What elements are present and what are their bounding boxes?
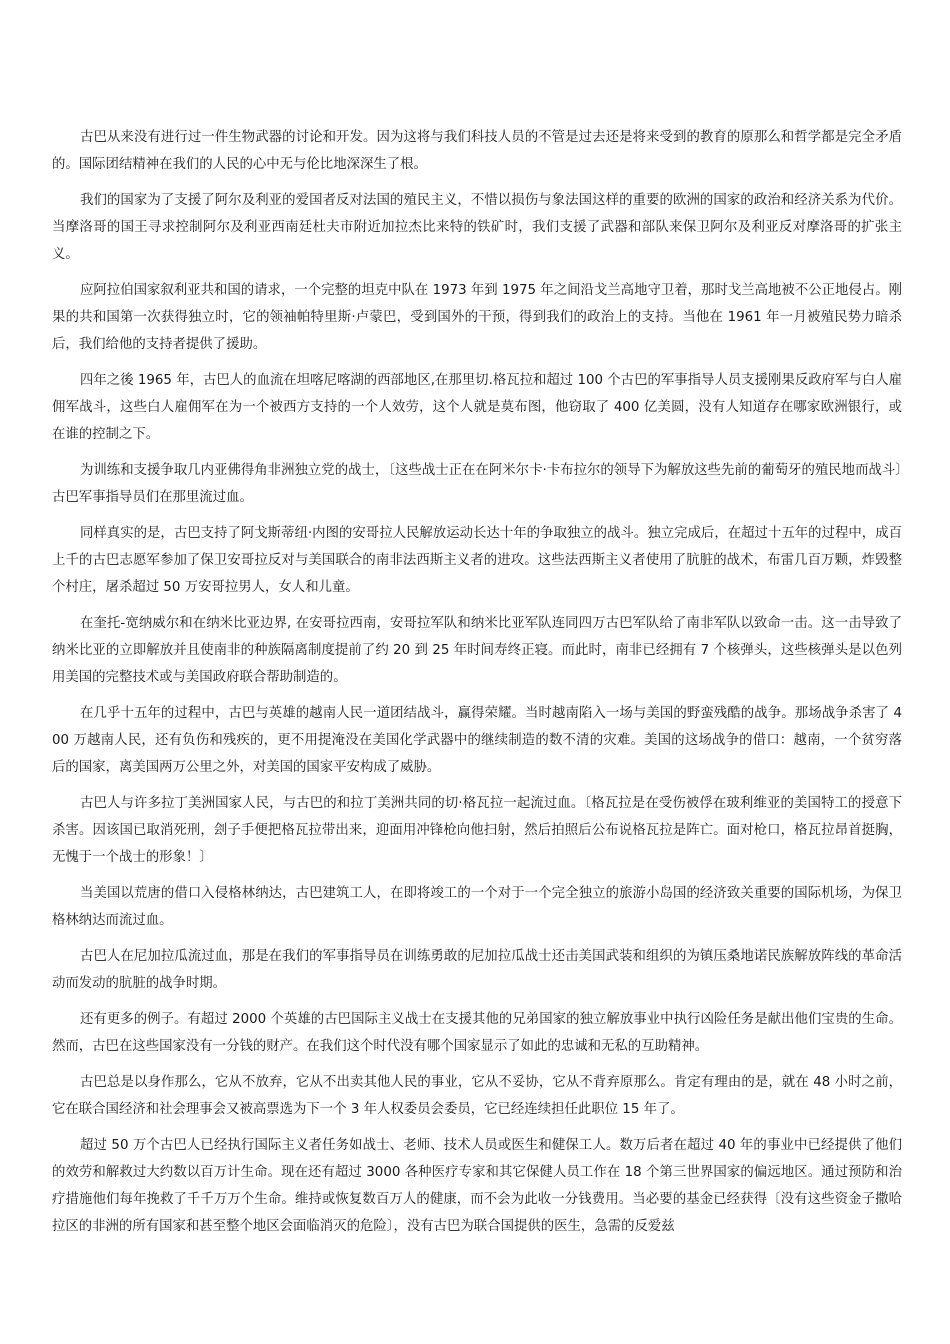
paragraph: 同样真实的是，古巴支持了阿戈斯蒂纽·内图的安哥拉人民解放运动长达十年的争取独立的战斗。独立完成后，在超过十五年的过程中，成百上千的古巴志愿军参加了保卫安哥拉反对与美国联合的南非法西斯主义者的进攻。这些法西斯主义者使用了肮脏的战术，布雷几百万颗，炸毁整个村庄，屠杀超过 50 万安哥拉男人，女人和儿童。 (52, 526, 902, 595)
paragraph: 超过 50 万个古巴人已经执行国际主义者任务如战士、老师、技术人员或医生和健保工人。数万后者在超过 40 年的事业中已经提供了他们的效劳和解救过大约数以百万计生命。现在还有超过 3000 各种医疗专家和其它保健人员工作在 18 个第三世界国家的偏远地区。通过预防和治疗措施他们每年挽救了千千万万个生命。维持或恢复数百万人的健康，而不会为此收一分钱费用。当必要的基金已经获得〔没有这些资金子撒哈拉区的非洲的所有国家和甚至整个地区会面临消灭的危险〕，没有古巴为联合国提供的医生，急需的反爱兹 (52, 1138, 902, 1234)
paragraph: 我们的国家为了支援了阿尔及利亚的爱国者反对法国的殖民主义，不惜以损伤与象法国这样的重要的欧洲的国家的政治和经济关系为代价。当摩洛哥的国王寻求控制阿尔及利亚西南廷杜夫市附近加拉杰比来特的铁矿时，我们支援了武器和部队来保卫阿尔及利亚反对摩洛哥的扩张主义。 (52, 193, 902, 262)
paragraph: 当美国以荒唐的借口入侵格林纳达，古巴建筑工人，在即将竣工的一个对于一个完全独立的旅游小岛国的经济致关重要的国际机场，为保卫格林纳达而流过血。 (52, 886, 902, 928)
paragraph: 古巴人与许多拉丁美洲国家人民，与古巴的和拉丁美洲共同的切·格瓦拉一起流过血。〔格瓦拉是在受伤被俘在玻利维亚的美国特工的授意下杀害。因该国已取消死刑，刽子手便把格瓦拉带出来，迎面用冲锋枪向他扫射，然后拍照后公布说格瓦拉是阵亡。面对枪口，格瓦拉昂首挺胸，无愧于一个战士的形象！〕 (52, 796, 902, 865)
paragraph: 为训练和支援争取几内亚佛得角非洲独立党的战士，〔这些战士正在在阿米尔卡·卡布拉尔的领导下为解放这些先前的葡萄牙的殖民地而战斗〕古巴军事指导员们在那里流过血。 (52, 463, 902, 505)
paragraph: 在几乎十五年的过程中，古巴与英雄的越南人民一道团结战斗，赢得荣耀。当时越南陷入一场与美国的野蛮残酷的战争。那场战争杀害了 400 万越南人民，还有负伤和残疾的，更不用提淹没在美国化学武器中的继续制造的数不清的灾难。美国的这场战争的借口：越南，一个贫穷落后的国家，离美国两万公里之外，对美国的国家平安构成了威胁。 (52, 706, 902, 775)
paragraph: 古巴总是以身作那么，它从不放弃，它从不出卖其他人民的事业，它从不妥协，它从不背弃原那么。肯定有理由的是，就在 48 小时之前，它在联合国经济和社会理事会又被高票选为下一个 3 年人权委员会委员，它已经连续担任此职位 15 年了。 (52, 1075, 902, 1117)
paragraph: 四年之後 1965 年，古巴人的血流在坦喀尼喀湖的西部地区,在那里切.格瓦拉和超过 100 个古巴的军事指导人员支援刚果反政府军与白人雇佣军战斗，这些白人雇佣军在为一个被西方支持的一个人效劳，这个人就是莫布图，他窃取了 400 亿美圆，没有人知道存在哪家欧洲银行，或在谁的控制之下。 (52, 373, 902, 442)
paragraph: 在奎托-宽纳威尔和在纳米比亚边界, 在安哥拉西南，安哥拉军队和纳米比亚军队连同四万古巴军队给了南非军队以致命一击。这一击导致了纳米比亚的立即解放并且使南非的种族隔离制度提前了约 20 到 25 年时间寿终正寝。而此时，南非已经拥有 7 个核弹头，这些核弹头是以色列用美国的完整技术或与美国政府联合帮助制造的。 (52, 616, 902, 685)
document-page (52, 124, 902, 1249)
paragraph: 还有更多的例子。有超过 2000 个英雄的古巴国际主义战士在支援其他的兄弟国家的独立解放事业中执行凶险任务是献出他们宝贵的生命。然而，古巴在这些国家没有一分钱的财产。在我们这个时代没有哪个国家显示了如此的忠诚和无私的互助精神。 (52, 1012, 902, 1054)
paragraph: 古巴人在尼加拉瓜流过血，那是在我们的军事指导员在训练勇敢的尼加拉瓜战士还击美国武装和组织的为镇压桑地诺民族解放阵线的革命活动而发动的肮脏的战争时期。 (52, 949, 902, 991)
paragraph: 应阿拉伯国家叙利亚共和国的请求，一个完整的坦克中队在 1973 年到 1975 年之间沿戈兰高地守卫着，那时戈兰高地被不公正地侵占。刚果的共和国第一次获得独立时，它的领袖帕特里斯·卢蒙巴，受到国外的干预，得到我们的政治上的支持。当他在 1961 年一月被殖民势力暗杀后，我们给他的支持者提供了援助。 (52, 283, 902, 352)
paragraph: 古巴从来没有进行过一件生物武器的讨论和开发。因为这将与我们科技人员的不管是过去还是将来受到的教育的原那么和哲学都是完全矛盾的。国际团结精神在我们的人民的心中无与伦比地深深生了根。 (52, 130, 902, 172)
